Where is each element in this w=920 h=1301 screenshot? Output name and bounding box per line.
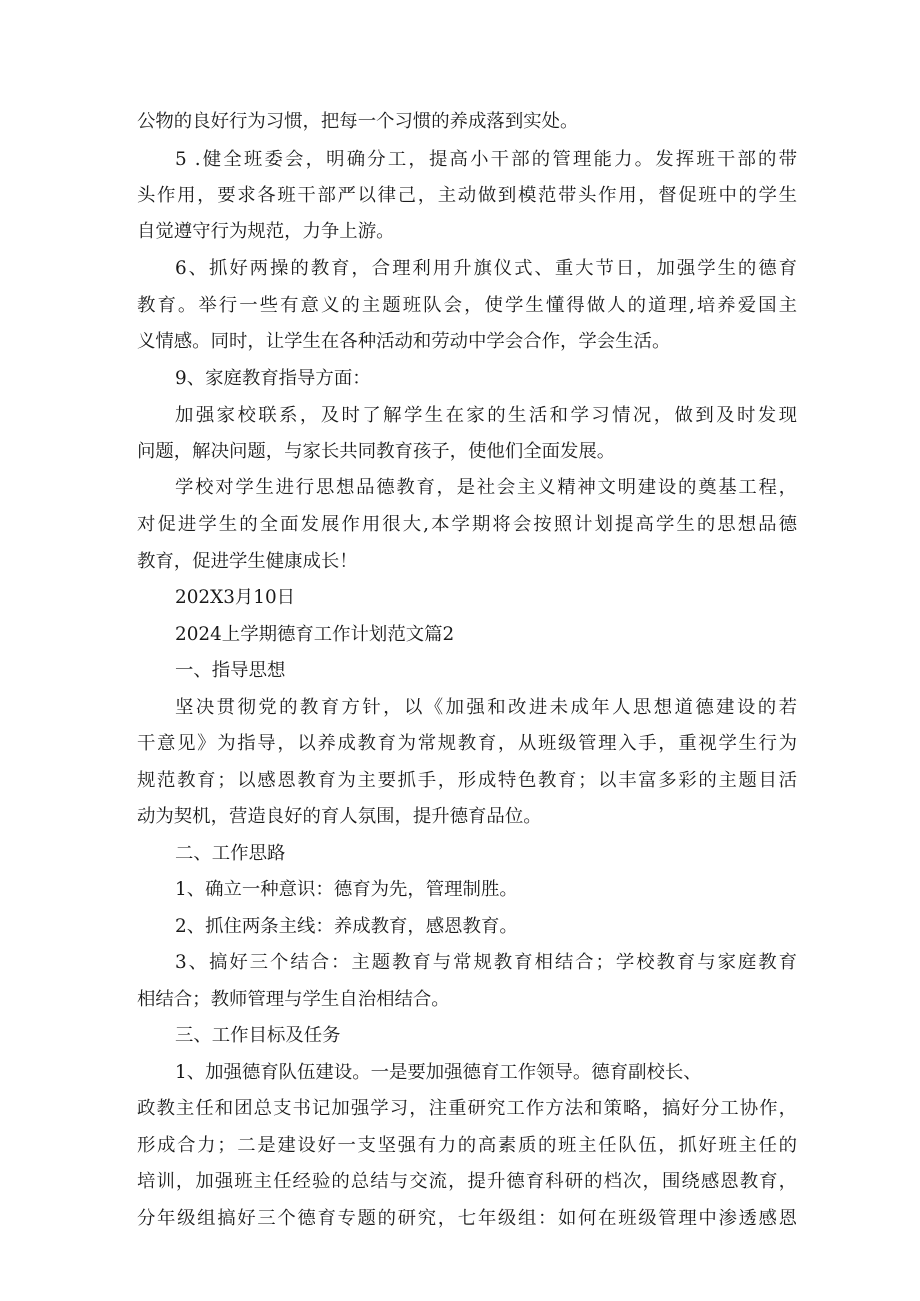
text-line: 培训，加强班主任经验的总结与交流，提升德育科研的档次，围绕感恩教育，	[137, 1171, 797, 1192]
section-title: 2024上学期德育工作计划范文篇2	[175, 624, 455, 645]
text-line: 学校对学生进行思想品德教育，是社会主义精神文明建设的奠基工程，	[175, 477, 797, 498]
text-line: 问题，解决问题，与家长共同教育孩子，使他们全面发展。	[137, 441, 616, 462]
text-line: 坚决贯彻党的教育方针，以《加强和改进未成年人思想道德建设的若	[175, 697, 797, 718]
text-line: 9、家庭教育指导方面：	[175, 368, 371, 389]
text-line: 义情感。同时，让学生在各种活动和劳动中学会合作，学会生活。	[137, 331, 671, 352]
text-line: 头作用，要求各班干部严以律己，主动做到模范带头作用，督促班中的学生	[137, 185, 797, 206]
text-line: 对促进学生的全面发展作用很大,本学期将会按照计划提高学生的思想品德	[137, 514, 797, 535]
date-line: 202X3月10日	[175, 587, 296, 608]
text-line: 教育，促进学生健康成长！	[137, 551, 358, 572]
text-line: 1、确立一种意识：德育为先，管理制胜。	[175, 879, 518, 900]
text-line: 动为契机，营造良好的育人氛围，提升德育品位。	[137, 806, 542, 827]
text-line: 政教主任和团总支书记加强学习，注重研究工作方法和策略，搞好分工协作，	[137, 1098, 797, 1119]
text-line: 2、抓住两条主线：养成教育，感恩教育。	[175, 916, 518, 937]
text-line: 加强家校联系，及时了解学生在家的生活和学习情况，做到及时发现	[175, 405, 797, 426]
text-line: 规范教育；以感恩教育为主要抓手，形成特色教育；以丰富多彩的主题目活	[137, 770, 797, 791]
text-line: 形成合力；二是建设好一支坚强有力的高素质的班主任队伍，抓好班主任的	[137, 1135, 797, 1156]
text-line: 5 .健全班委会，明确分工，提高小干部的管理能力。发挥班干部的带	[175, 149, 797, 170]
section-heading: 二、工作思路	[175, 843, 286, 864]
section-heading: 三、工作目标及任务	[175, 1025, 341, 1046]
text-line: 3、搞好三个结合：主题教育与常规教育相结合；学校教育与家庭教育	[175, 952, 797, 973]
text-line: 6、抓好两操的教育，合理利用升旗仪式、重大节日，加强学生的德育	[175, 258, 797, 279]
text-line: 分年级组搞好三个德育专题的研究，七年级组：如何在班级管理中渗透感恩	[137, 1208, 797, 1229]
text-line: 教育。举行一些有意义的主题班队会，使学生懂得做人的道理,培养爱国主	[137, 295, 797, 316]
text-line: 1、加强德育队伍建设。一是要加强德育工作领导。德育副校长、	[175, 1062, 702, 1083]
text-line: 公物的良好行为习惯，把每一个习惯的养成落到实处。	[137, 111, 579, 132]
text-line: 干意见》为指导，以养成教育为常规教育，从班级管理入手，重视学生行为	[137, 733, 797, 754]
text-line: 相结合；教师管理与学生自治相结合。	[137, 989, 450, 1010]
text-line: 自觉遵守行为规范，力争上游。	[137, 221, 395, 242]
section-heading: 一、指导思想	[175, 660, 286, 681]
